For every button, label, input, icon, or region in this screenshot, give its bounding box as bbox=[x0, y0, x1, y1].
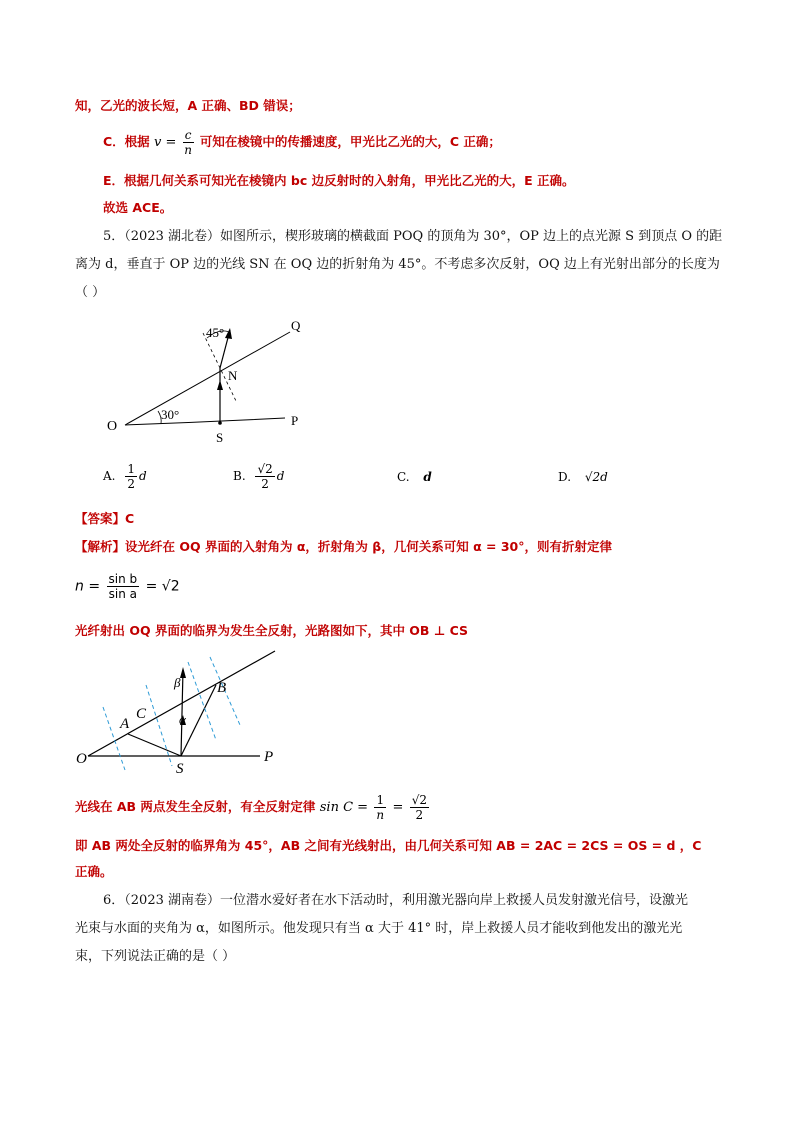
option-C-value: d bbox=[423, 470, 432, 484]
option-A-label: A. bbox=[103, 469, 116, 483]
question-5-line-3: （ ） bbox=[75, 285, 106, 300]
solution-line-3: E．根据几何关系可知光在棱镜内 bc 边反射时的入射角，甲光比乙光的大，E 正确。 bbox=[103, 173, 575, 188]
label-O: O bbox=[76, 751, 87, 767]
refraction-equation bbox=[75, 572, 180, 601]
option-A-denominator: 2 bbox=[127, 477, 135, 491]
ray-arrow-top bbox=[180, 667, 186, 678]
point-S bbox=[218, 421, 222, 425]
label-angle-45: 45° bbox=[206, 325, 225, 340]
label-angle-30: 30° bbox=[161, 407, 180, 422]
fraction-numerator: c bbox=[184, 128, 192, 142]
analysis-line-3 bbox=[75, 793, 431, 822]
answer-line bbox=[75, 509, 134, 529]
solution-line-2-prefix: C．根据 bbox=[103, 134, 150, 149]
analysis-text-1: 设光纤在 OQ 界面的入射角为 α，折射角为 β，几何关系可知 α = 30°，则有折射定律 bbox=[125, 539, 612, 554]
analysis-tag: 【解析】 bbox=[75, 539, 126, 554]
eq-rhs: = √2 bbox=[145, 578, 180, 595]
answer-tag: 【答案】 bbox=[75, 511, 126, 526]
option-B-numerator: √2 bbox=[257, 462, 273, 476]
label-O: O bbox=[107, 419, 118, 434]
option-A-variable: d bbox=[138, 469, 147, 483]
option-D-value: √2d bbox=[584, 470, 608, 484]
option-A-numerator: 1 bbox=[127, 462, 135, 476]
option-A-fraction bbox=[125, 462, 137, 491]
label-C: C bbox=[136, 706, 147, 722]
critical-num-1: 1 bbox=[376, 793, 385, 807]
label-S: S bbox=[216, 430, 224, 445]
option-B-denominator: 2 bbox=[261, 477, 269, 491]
eq-numerator: sin b bbox=[108, 572, 138, 586]
edge-OP bbox=[125, 418, 285, 425]
solution-line-1: 知，乙光的波长短，A 正确、BD 错误； bbox=[75, 98, 301, 113]
normal-C bbox=[146, 685, 172, 766]
question-6-line-2: 光束与水面的夹角为 α，如图所示。他发现只有当 α 大于 41° 时，岸上救援人员才能收到他发出的激光光 bbox=[75, 921, 683, 936]
option-B-variable: d bbox=[276, 469, 285, 483]
label-Q: Q bbox=[291, 318, 301, 333]
prism-diagram bbox=[95, 308, 325, 458]
option-B[interactable] bbox=[233, 462, 284, 491]
analysis-line-1 bbox=[75, 537, 612, 557]
critical-num-2: √2 bbox=[411, 793, 427, 807]
equals-sign: = bbox=[392, 800, 404, 815]
option-B-fraction bbox=[255, 462, 274, 491]
ray-SB bbox=[181, 685, 216, 756]
analysis-line-5: 正确。 bbox=[75, 864, 113, 879]
question-6-line-1: 6．（2023 湖南卷）一位潜水爱好者在水下活动时，利用激光器向岸上救援人员发射激光信号，设激光 bbox=[103, 893, 688, 908]
ray-SA bbox=[128, 734, 181, 756]
label-beta: β bbox=[174, 675, 181, 690]
eq-fraction bbox=[107, 572, 140, 601]
solution-line-2-suffix: 可知在棱镜中的传播速度，甲光比乙光的大，C 正确； bbox=[199, 134, 501, 149]
option-A[interactable] bbox=[103, 462, 147, 491]
eq-denominator: sin a bbox=[108, 587, 137, 601]
solution-line-4: 故选 ACE。 bbox=[103, 200, 173, 215]
label-N: N bbox=[228, 368, 238, 383]
label-P: P bbox=[264, 749, 274, 765]
question-5-line-2: 离为 d，垂直于 OP 边的光线 SN 在 OQ 边的折射角为 45°。不考虑多次反射，OQ 边上有光射出部分的长度为 bbox=[75, 257, 720, 272]
normal-B-1 bbox=[188, 662, 216, 740]
eq-n: n = bbox=[75, 578, 101, 595]
option-C[interactable] bbox=[397, 470, 432, 484]
critical-den-1: n bbox=[376, 808, 385, 822]
label-P: P bbox=[291, 413, 299, 428]
refracted-ray-arrow bbox=[225, 328, 232, 339]
ray-SN-arrow bbox=[217, 380, 223, 390]
velocity-fraction bbox=[183, 128, 194, 157]
analysis-line-2: 光纤射出 OQ 界面的临界为发生全反射，光路图如下，其中 OB ⊥ CS bbox=[75, 623, 469, 638]
option-D-label: D. bbox=[558, 470, 572, 484]
analysis-text-3: 光线在 AB 两点发生全反射，有全反射定律 bbox=[75, 799, 316, 814]
critical-fraction-2 bbox=[410, 793, 429, 822]
fraction-denominator: n bbox=[184, 143, 193, 157]
critical-fraction-1 bbox=[374, 793, 386, 822]
answer-value: C bbox=[125, 511, 135, 526]
velocity-symbol: v = bbox=[154, 135, 177, 150]
label-alpha: α bbox=[179, 712, 186, 727]
option-C-label: C. bbox=[397, 470, 410, 484]
option-B-label: B. bbox=[233, 469, 246, 483]
question-5-line-1: 5．（2023 湖北卷）如图所示，楔形玻璃的横截面 POQ 的顶角为 30°，OP 边上的点光源 S 到顶点 O 的距 bbox=[103, 229, 723, 244]
question-6-line-3: 束，下列说法正确的是（ ） bbox=[75, 949, 236, 964]
label-S: S bbox=[176, 761, 184, 775]
critical-den-2: 2 bbox=[415, 808, 424, 822]
sin-c-symbol: sin C = bbox=[319, 800, 369, 815]
label-B: B bbox=[217, 680, 227, 696]
analysis-line-4: 即 AB 两处全反射的临界角为 45°，AB 之间有光线射出，由几何关系可知 AB = 2AC = 2CS = OS = d ，C bbox=[75, 838, 702, 853]
label-A: A bbox=[120, 716, 130, 732]
solution-line-2 bbox=[103, 128, 501, 157]
option-D[interactable] bbox=[558, 470, 608, 484]
edge-OQ bbox=[125, 332, 290, 425]
light-path-diagram bbox=[70, 645, 285, 775]
